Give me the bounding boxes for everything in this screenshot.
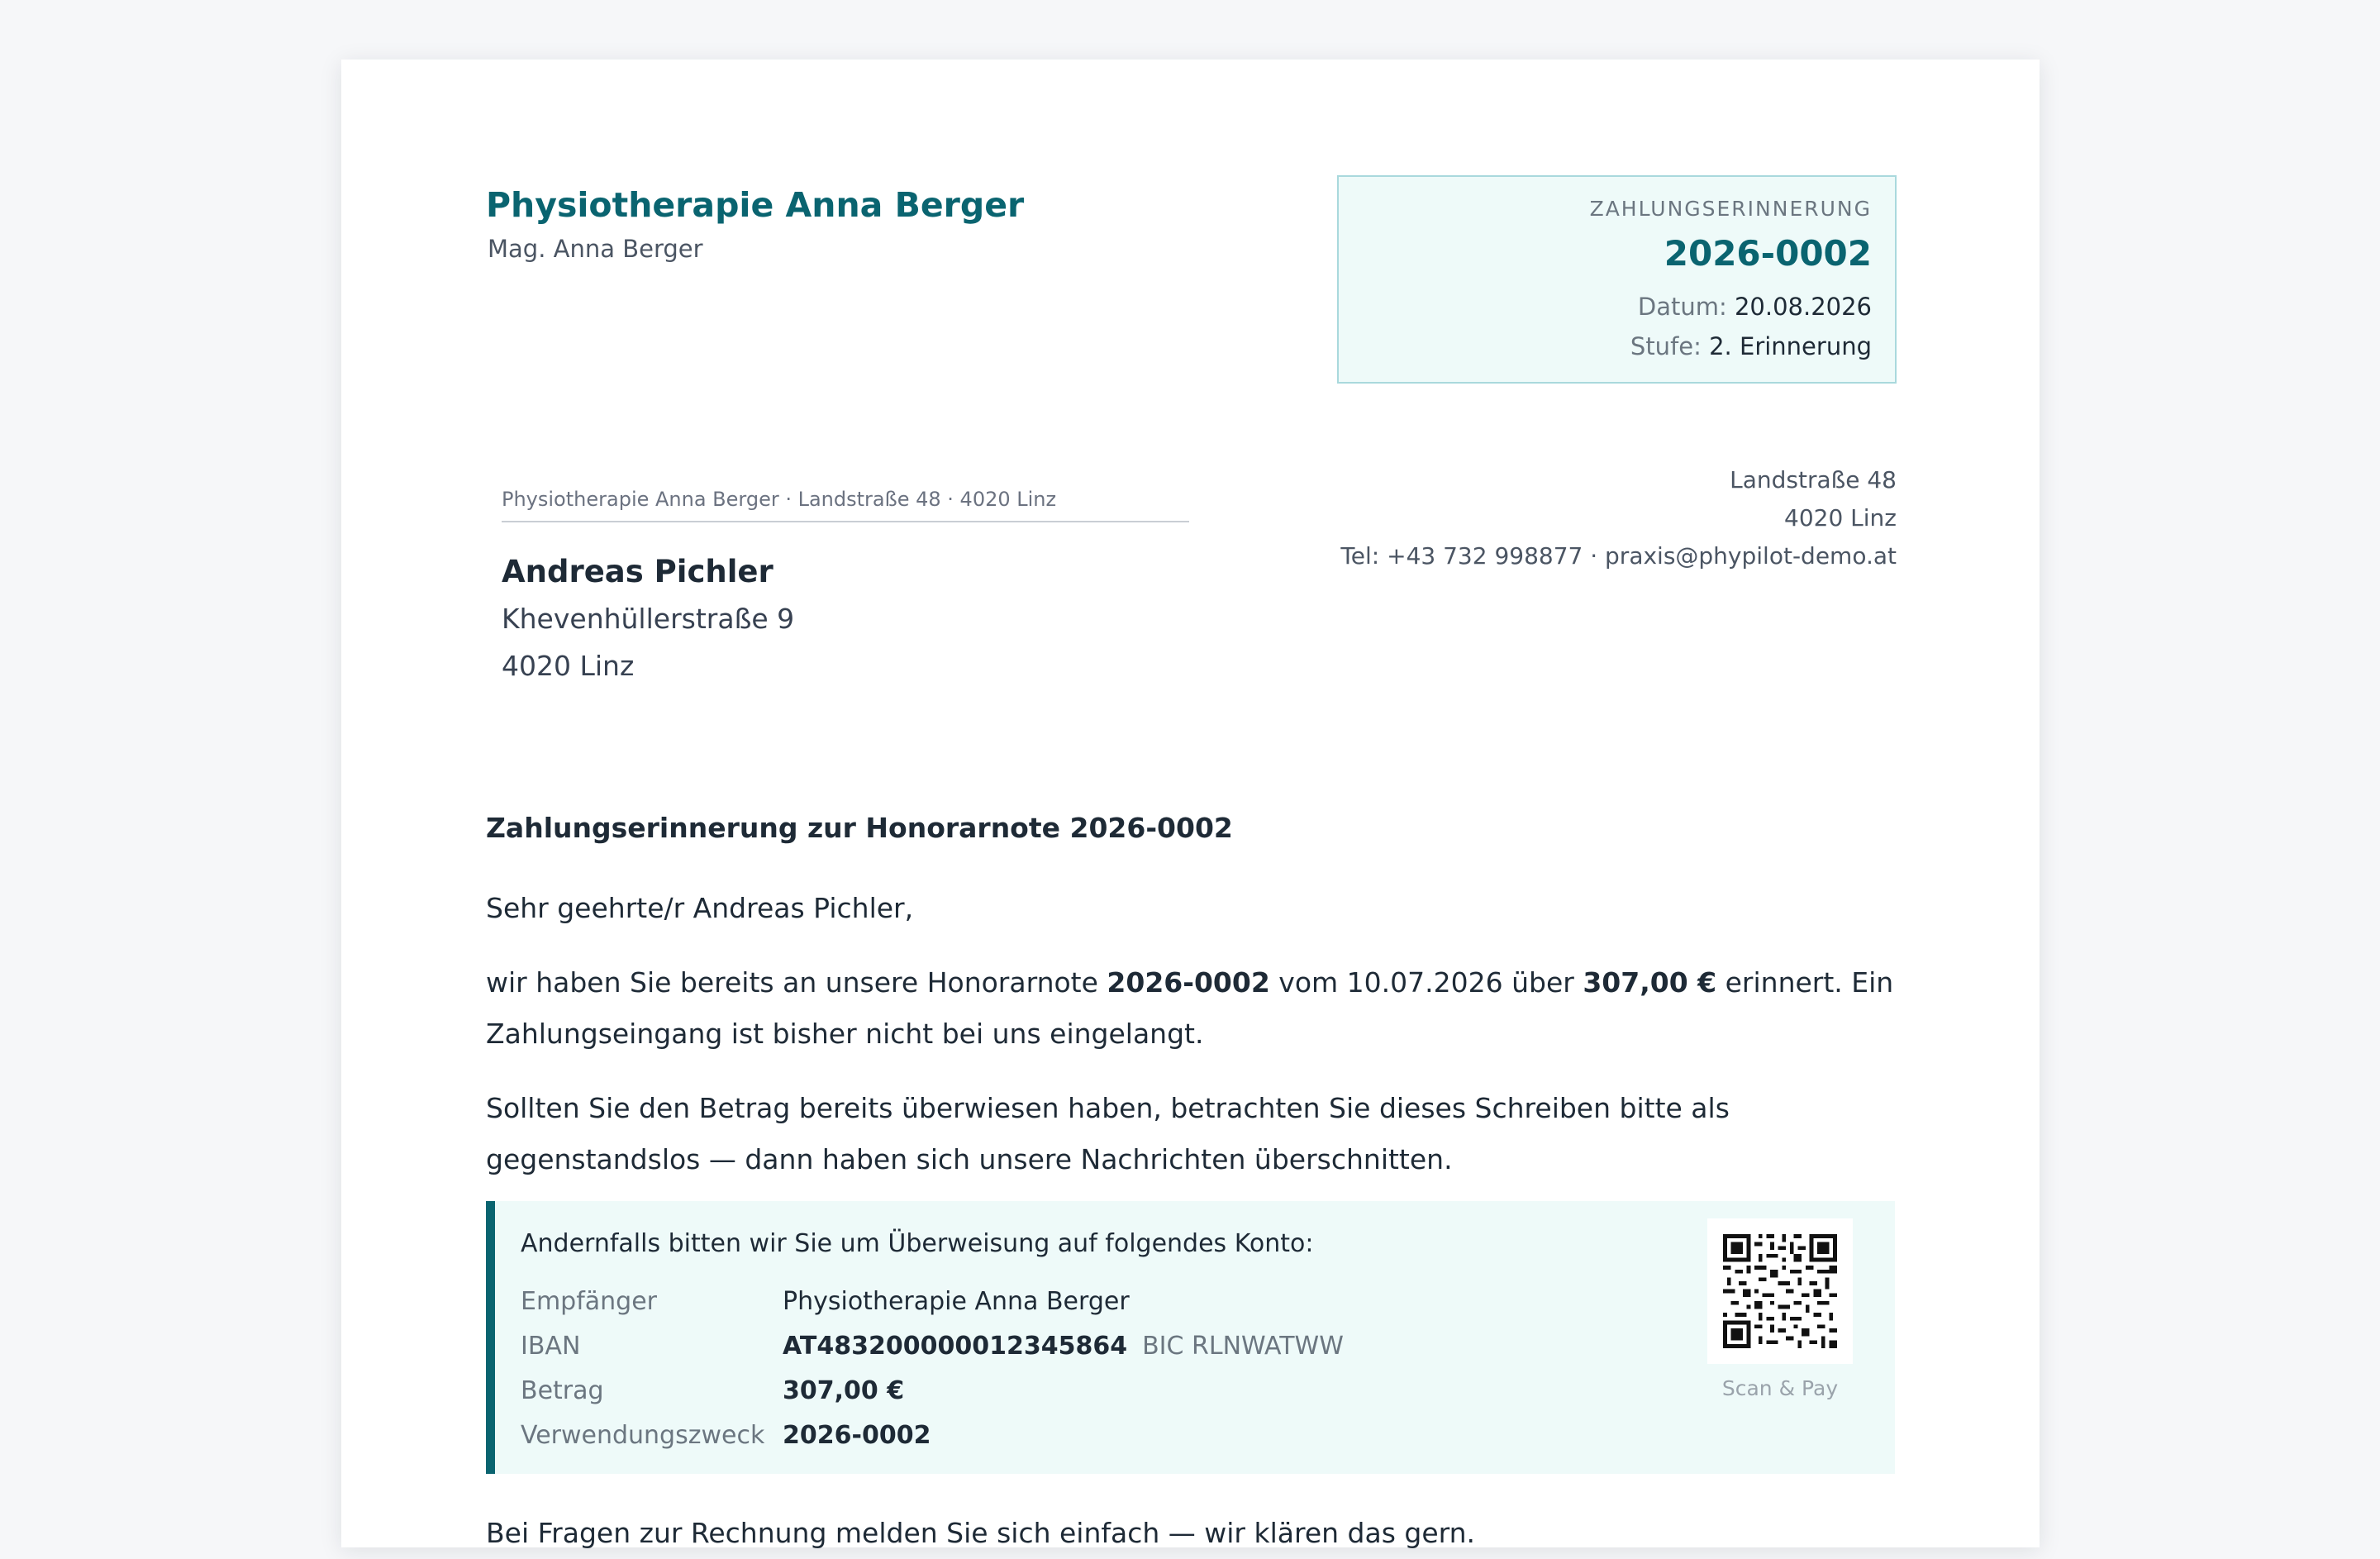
- qr-code-icon: [1723, 1234, 1837, 1348]
- p1-text-c: erinnert. Ein Zahlungseingang ist bisher nicht bei uns eingelangt.: [486, 966, 1894, 1050]
- payment-row-iban: [521, 1332, 1344, 1361]
- date-value: 20.08.2026: [1734, 293, 1872, 321]
- letter-paragraph-2: Sollten Sie den Betrag bereits überwiesen haben, betrachten Sie dieses Schreiben bitte als gegenstandslos — dann haben sich unsere Nachrichten überschnitten.: [486, 1092, 1730, 1175]
- payment-row-reference: [521, 1421, 931, 1450]
- reminder-level: [1630, 332, 1872, 360]
- recipient-city: 4020 Linz: [502, 650, 635, 682]
- practice-name: Physiotherapie Anna Berger: [486, 185, 1025, 225]
- sender-contact-line: Tel: +43 732 998877 · praxis@phypilot-demo.at: [1340, 542, 1897, 570]
- payment-row-recipient: [521, 1287, 1130, 1316]
- date-label: Datum:: [1637, 293, 1727, 321]
- p1-invoice-number: 2026-0002: [1107, 966, 1270, 999]
- return-address-line: Physiotherapie Anna Berger · Landstraße 48 · 4020 Linz: [502, 488, 1189, 522]
- iban-label: IBAN: [521, 1332, 581, 1361]
- document-meta-box: [1337, 175, 1897, 384]
- level-value: 2. Erinnerung: [1709, 332, 1872, 360]
- practice-owner: Mag. Anna Berger: [488, 235, 703, 263]
- payment-row-amount: [521, 1376, 904, 1405]
- amount-value: 307,00 €: [783, 1376, 905, 1405]
- document-page: [341, 60, 2040, 1547]
- reference-label: Verwendungszweck: [521, 1421, 765, 1450]
- payment-info-box: [486, 1201, 1895, 1474]
- payment-intro: Andernfalls bitten wir Sie um Überweisung auf folgendes Konto:: [521, 1229, 1314, 1258]
- amount-label: Betrag: [521, 1376, 604, 1405]
- qr-code: [1707, 1218, 1853, 1364]
- document-number: 2026-0002: [1664, 233, 1872, 274]
- sender-city: 4020 Linz: [1784, 504, 1897, 532]
- p1-text-b: vom 10.07.2026 über: [1269, 966, 1583, 999]
- bic-value: BIC RLNWATWW: [1142, 1332, 1344, 1361]
- qr-caption: Scan & Pay: [1721, 1376, 1839, 1400]
- letter-paragraph-3: Bei Fragen zur Rechnung melden Sie sich einfach — wir klären das gern.: [486, 1517, 1476, 1549]
- p1-text-a: wir haben Sie bereits an unsere Honorarnote: [486, 966, 1107, 999]
- recipient-street: Khevenhüllerstraße 9: [502, 603, 795, 635]
- p1-amount: 307,00 €: [1583, 966, 1717, 999]
- recipient-name: Andreas Pichler: [502, 554, 774, 589]
- letter-subject: Zahlungserinnerung zur Honorarnote 2026-0002: [486, 812, 1233, 844]
- letter-greeting: Sehr geehrte/r Andreas Pichler,: [486, 892, 914, 924]
- document-date: [1638, 293, 1872, 321]
- recipient-address: [502, 549, 794, 689]
- payment-recipient-value: Physiotherapie Anna Berger: [783, 1287, 1130, 1316]
- sender-street: Landstraße 48: [1730, 466, 1897, 493]
- letter-paragraph-1: [486, 957, 1899, 1060]
- iban-value: AT483200000012345864: [783, 1332, 1128, 1361]
- reference-value: 2026-0002: [783, 1421, 931, 1450]
- sender-address: [1337, 461, 1897, 575]
- document-type: ZAHLUNGSERINNERUNG: [1589, 197, 1872, 221]
- level-label: Stufe:: [1630, 332, 1702, 360]
- payment-recipient-label: Empfänger: [521, 1287, 658, 1316]
